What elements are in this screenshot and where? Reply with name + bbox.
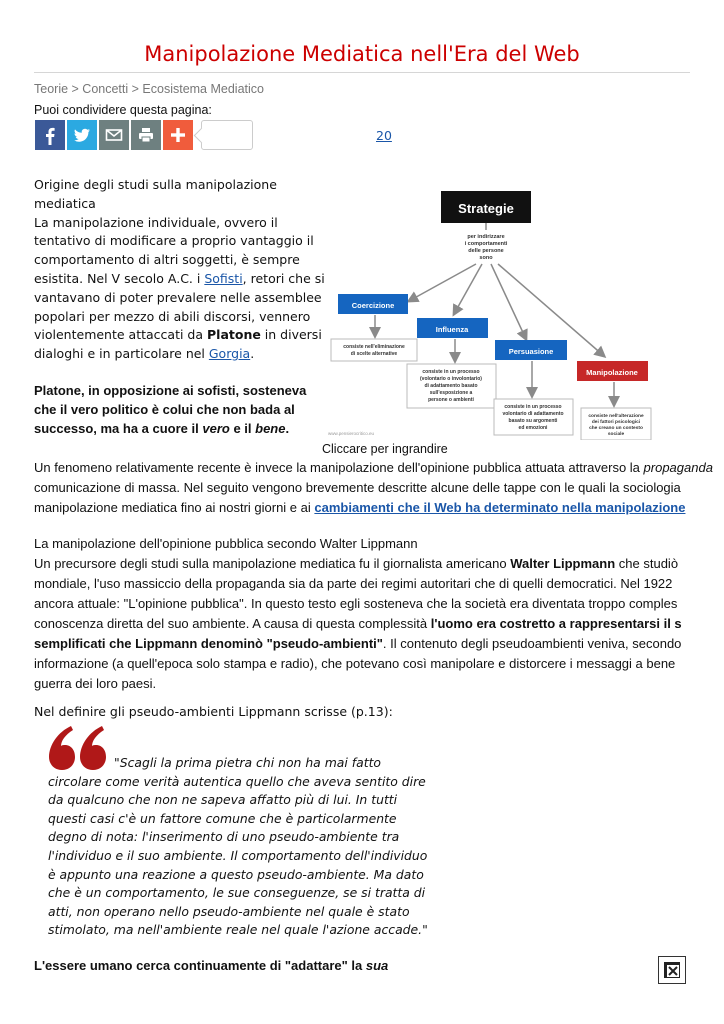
svg-text:ed emozioni: ed emozioni xyxy=(518,425,548,431)
share-bar xyxy=(35,120,253,150)
email-icon xyxy=(104,125,124,145)
svg-text:di scelte alternative: di scelte alternative xyxy=(350,351,398,357)
svg-text:consiste in un processo: consiste in un processo xyxy=(504,404,562,410)
body-line xyxy=(34,634,724,654)
svg-text:i comportamenti: i comportamenti xyxy=(464,241,508,247)
svg-text:Influenza: Influenza xyxy=(435,325,469,334)
body-line: comunicazione di massa. Nel seguito vengono brevemente descritte alcune delle tappe con le quali la sociologia xyxy=(34,480,681,495)
svg-text:volontario di adattamento: volontario di adattamento xyxy=(502,411,564,417)
twitter-icon xyxy=(72,125,92,145)
body-line: informazione (a quell'epoca solo stampa e radio), che potevano così manipolare e distorcere i messaggi a bene xyxy=(34,656,676,671)
svg-text:che creano un contesto: che creano un contesto xyxy=(589,426,643,431)
body-line: guerra dei loro paesi. xyxy=(34,676,157,691)
text: Platone, in opposizione ai sofisti, sosteneva che il vero politico è colui che non bada al successo, ma ha a cuore il xyxy=(34,383,307,436)
svg-text:sull'esposizione a: sull'esposizione a xyxy=(429,390,473,396)
more-share-button[interactable] xyxy=(163,120,193,150)
diagram-caption: Cliccare per ingrandire xyxy=(322,442,448,456)
share-count-link[interactable]: 20 xyxy=(376,128,392,143)
svg-text:dei fattori psicologici: dei fattori psicologici xyxy=(591,420,641,425)
sua-italic: sua xyxy=(365,958,389,973)
text: . xyxy=(285,421,290,436)
svg-text:sociale: sociale xyxy=(607,432,625,437)
text: , retori che si vantavano di poter prevalere nelle assemblee popolari per mezzo di abili discorsi, vennero violentemente attaccati da xyxy=(34,270,325,343)
body-line xyxy=(34,554,724,574)
intro-paragraph xyxy=(34,214,326,364)
bold-text: l'uomo era costretto a rappresentarsi il s xyxy=(430,616,682,631)
body-line xyxy=(34,458,724,478)
body-line xyxy=(34,498,724,518)
platone-paragraph xyxy=(34,381,326,438)
svg-text:www.pensierocritico.eu: www.pensierocritico.eu xyxy=(328,431,375,436)
text: Un precursore degli studi sulla manipolazione mediatica fu il giornalista americano xyxy=(34,556,511,571)
platone-bold: Platone xyxy=(207,327,261,343)
breadcrumb-item-concetti[interactable]: Concetti xyxy=(82,82,129,96)
print-icon xyxy=(136,125,156,145)
text: . xyxy=(250,346,255,362)
strategie-diagram-image[interactable] xyxy=(326,184,704,440)
body-line: ancora attuale: "L'opinione pubblica". In questo testo egli sosteneva che la società era diventata troppo comples xyxy=(34,596,678,611)
plus-icon xyxy=(168,125,188,145)
share-count-box xyxy=(201,120,253,150)
text: . Il contenuto degli pseudoambienti veniva, secondo xyxy=(382,636,682,651)
lippmann-bold: Walter Lippmann xyxy=(510,556,616,571)
text: manipolazione mediatica fino ai nostri giorni e ai xyxy=(34,500,315,515)
breadcrumb-separator: > xyxy=(68,82,83,96)
text: La manipolazione individuale, ovvero il tentativo di modificare a proprio vantaggio il comportamento di altri soggetti, è sempre esistita. Nel V secolo A.C. i xyxy=(34,214,314,286)
web-changes-link[interactable]: cambiamenti che il Web ha determinato nella manipolazione xyxy=(314,500,686,515)
body-line xyxy=(34,614,724,634)
svg-text:Manipolazione: Manipolazione xyxy=(586,368,638,377)
facebook-share-button[interactable] xyxy=(35,120,65,150)
intro-section xyxy=(34,176,326,364)
propaganda-italic: propaganda xyxy=(643,460,713,475)
svg-text:Strategie: Strategie xyxy=(458,201,514,216)
body-line: mondiale, l'uso massiccio della propaganda sia da parte dei regimi autoritari che di quelli democratici. Nel 1922 xyxy=(34,576,673,591)
svg-text:Coercizione: Coercizione xyxy=(351,301,395,310)
sofisti-link[interactable]: Sofisti xyxy=(204,270,243,286)
text: e il xyxy=(229,421,256,436)
svg-text:Persuasione: Persuasione xyxy=(508,347,554,356)
svg-text:per indirizzare: per indirizzare xyxy=(467,234,505,240)
facebook-icon xyxy=(40,125,60,145)
section-heading-lippmann: La manipolazione dell'opinione pubblica secondo Walter Lippmann xyxy=(34,536,418,551)
intro-heading: Origine degli studi sulla manipolazione mediatica xyxy=(34,177,277,211)
svg-text:sono: sono xyxy=(479,255,493,261)
breadcrumb-item-ecosistema[interactable]: Ecosistema Mediatico xyxy=(142,82,264,96)
text: conoscenza diretta del suo ambiente. A causa di questa complessità xyxy=(34,616,431,631)
text: Un fenomeno relativamente recente è invece la manipolazione dell'opinione pubblica attuata attraverso la xyxy=(34,460,644,475)
breadcrumb-item-teorie[interactable]: Teorie xyxy=(34,82,69,96)
body-line xyxy=(34,958,388,973)
quote-intro: Nel definire gli pseudo-ambienti Lippmann scrisse (p.13): xyxy=(34,704,393,719)
vero-italic: vero xyxy=(202,421,230,436)
bene-italic: bene xyxy=(255,421,286,436)
page-title: Manipolazione Mediatica nell'Era del Web xyxy=(144,42,580,66)
text: in diversi dialoghi e in particolare nel xyxy=(34,327,322,362)
svg-text:consiste in un processo: consiste in un processo xyxy=(422,369,480,375)
text: che studiò xyxy=(615,556,679,571)
text: L'essere umano cerca continuamente di "adattare" la xyxy=(34,958,366,973)
svg-text:consiste nell'alterazione: consiste nell'alterazione xyxy=(588,414,644,419)
print-share-button[interactable] xyxy=(131,120,161,150)
svg-text:delle persone: delle persone xyxy=(468,248,504,254)
twitter-share-button[interactable] xyxy=(67,120,97,150)
svg-text:consiste nell'eliminazione: consiste nell'eliminazione xyxy=(343,344,405,350)
svg-text:di adattamento basato: di adattamento basato xyxy=(424,383,478,389)
bold-text: semplificati che Lippmann denominò "pseudo-ambienti" xyxy=(34,636,383,651)
svg-text:persone o ambienti: persone o ambienti xyxy=(428,397,474,403)
svg-text:basato su argomenti: basato su argomenti xyxy=(508,418,558,424)
close-icon xyxy=(663,961,681,979)
breadcrumb-separator: > xyxy=(128,82,143,96)
close-ad-button[interactable] xyxy=(658,956,686,984)
email-share-button[interactable] xyxy=(99,120,129,150)
share-label: Puoi condividere questa pagina: xyxy=(34,103,212,117)
gorgia-link[interactable]: Gorgia xyxy=(208,346,251,362)
svg-text:(volontario o involontario): (volontario o involontario) xyxy=(420,376,482,382)
title-divider xyxy=(34,72,690,73)
breadcrumb xyxy=(34,82,264,96)
quote-text: "Scagli la prima pietra chi non ha mai fatto circolare come verità autentica quello che aveva sentito dire da qualcuno che non ne sapeva affatto più di lui. In tutti questi casi c'è un fattore comune che è particolarmente degno di nota: l'inserimento di uno pseudo-ambiente tra l'individuo e il suo ambiente. Il comportamento dell'individuo è appunto una reazione a questo pseudo-ambiente. Ma dato che è un comportamento, le sue conseguenze, se si tratta di atti, non operano nello pseudo-ambiente nel quale è stato stimolato, ma nell'ambiente reale nel quale l'azione accade." xyxy=(48,755,428,938)
